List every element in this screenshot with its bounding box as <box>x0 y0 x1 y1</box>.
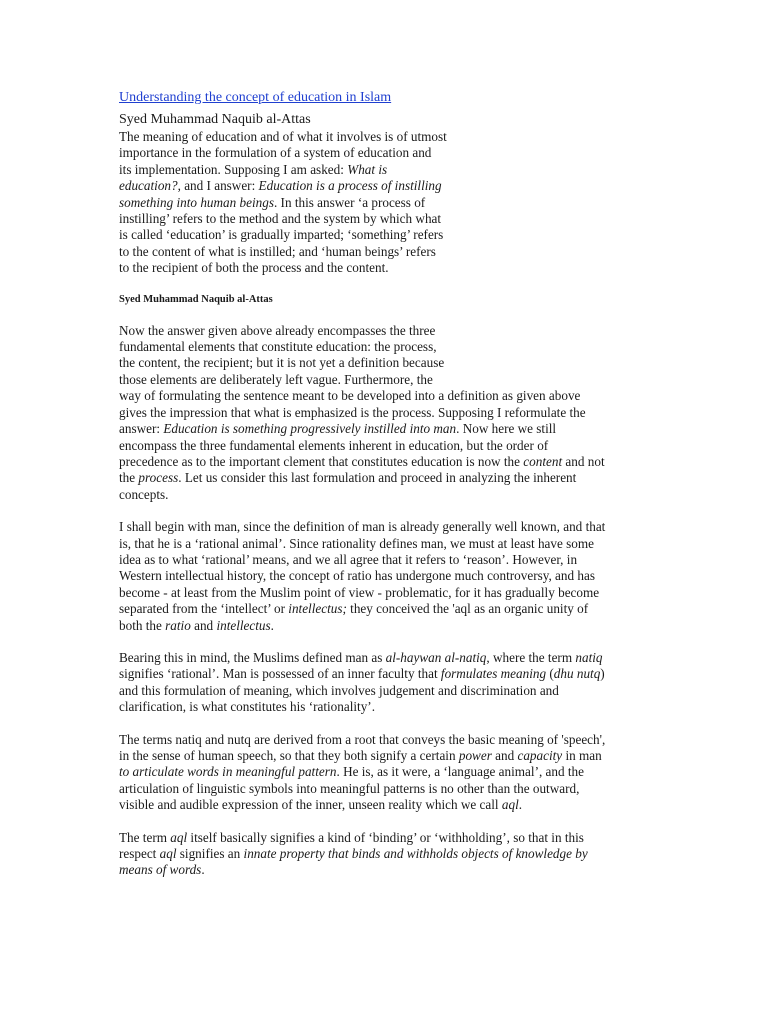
text-line: to the recipient of both the process and the content. <box>119 260 389 276</box>
text-line: means of words. <box>119 862 205 878</box>
text-line: clarification, is what constitutes his ‘rationality’. <box>119 699 375 715</box>
text-line: Now the answer given above already encompasses the three <box>119 322 436 338</box>
text-line: concepts. <box>119 486 169 502</box>
text-line: precedence as to the important clement that constitutes education is now the content and not <box>119 453 605 469</box>
text-line: its implementation. Supposing I am asked: What is <box>119 161 388 177</box>
text-line: and this formulation of meaning, which involves judgement and discrimination and <box>119 682 559 698</box>
text-line: the process. Let us consider this last formulation and proceed in analyzing the inherent <box>119 470 577 486</box>
paragraph-1 <box>119 129 479 277</box>
text-line: separated from the ‘intellect’ or intellectus; they conceived the 'aql as an organic unity of <box>119 601 589 617</box>
author-name: Syed Muhammad Naquib al-Attas <box>119 112 311 127</box>
text-line: instilling’ refers to the method and the system by which what <box>119 211 442 227</box>
text-line: The terms natiq and nutq are derived from a root that conveys the basic meaning of 'speech', <box>119 731 606 747</box>
spacer <box>119 814 649 830</box>
paragraph-4 <box>119 650 649 716</box>
text-line: both the ratio and intellectus. <box>119 617 274 633</box>
text-line: The term aql itself basically signifies a kind of ‘binding’ or ‘withholding’, so that in this <box>119 829 584 845</box>
text-line: articulation of linguistic symbols into meaningful patterns is no other than the outward, <box>119 780 580 796</box>
text-line: fundamental elements that constitute education: the process, <box>119 339 437 355</box>
text-line: encompass the three fundamental elements inherent in education, but the order of <box>119 437 549 453</box>
text-line: signifies ‘rational’. Man is possessed of an inner faculty that formulates meaning (dhu nutq) <box>119 666 605 682</box>
text-line: Bearing this in mind, the Muslims defined man as al-haywan al-natiq, where the term natiq <box>119 649 603 665</box>
text-line: respect aql signifies an innate property that binds and withholds objects of knowledge by <box>119 846 588 862</box>
text-line: idea as to what ‘rational’ means, and we all agree that it refers to ‘reason’. However, in <box>119 551 578 567</box>
text-line: those elements are deliberately left vague. Furthermore, the <box>119 371 433 387</box>
text-line: visible and audible expression of the inner, unseen reality which we call aql. <box>119 797 523 813</box>
spacer <box>119 716 649 732</box>
paragraph-5 <box>119 732 649 814</box>
text-line: is called ‘education’ is gradually imparted; ‘something’ refers <box>119 227 444 243</box>
text-line: to the content of what is instilled; and ‘human beings’ refers <box>119 243 436 259</box>
text-line: something into human beings. In this answer ‘a process of <box>119 194 426 210</box>
author-heading: Syed Muhammad Naquib al-Attas <box>119 293 273 305</box>
spacer <box>119 503 649 519</box>
text-line: become - at least from the Muslim point of view - problematic, for it has gradually become <box>119 584 600 600</box>
text-line: importance in the formulation of a system of education and <box>119 145 432 161</box>
text-line: The meaning of education and of what it involves is of utmost <box>119 129 447 144</box>
text-line: way of formulating the sentence meant to be developed into a definition as given above <box>119 388 581 404</box>
paragraph-2 <box>119 323 649 503</box>
title-link[interactable]: Understanding the concept of education in Islam <box>119 90 392 105</box>
paragraph-6 <box>119 830 649 879</box>
text-line: I shall begin with man, since the definition of man is already generally well known, and that <box>119 519 606 535</box>
text-line: answer: Education is something progressively instilled into man. Now here we still <box>119 421 557 437</box>
text-line: is, that he is a ‘rational animal’. Since rationality defines man, we must at least have some <box>119 535 594 551</box>
spacer <box>119 634 649 650</box>
text-line: the content, the recipient; but it is not yet a definition because <box>119 355 445 371</box>
text-line: in the sense of human speech, so that they both signify a certain power and capacity in man <box>119 748 602 763</box>
paragraph-3 <box>119 519 649 634</box>
text-line: to articulate words in meaningful pattern. He is, as it were, a ‘language animal’, and the <box>119 764 585 780</box>
text-line: gives the impression that what is emphasized is the process. Supposing I reformulate the <box>119 404 586 420</box>
document-body <box>119 88 649 879</box>
text-line: education?, and I answer: Education is a process of instilling <box>119 178 442 194</box>
text-line: Western intellectual history, the concept of ratio has undergone much controversy, and has <box>119 568 595 584</box>
